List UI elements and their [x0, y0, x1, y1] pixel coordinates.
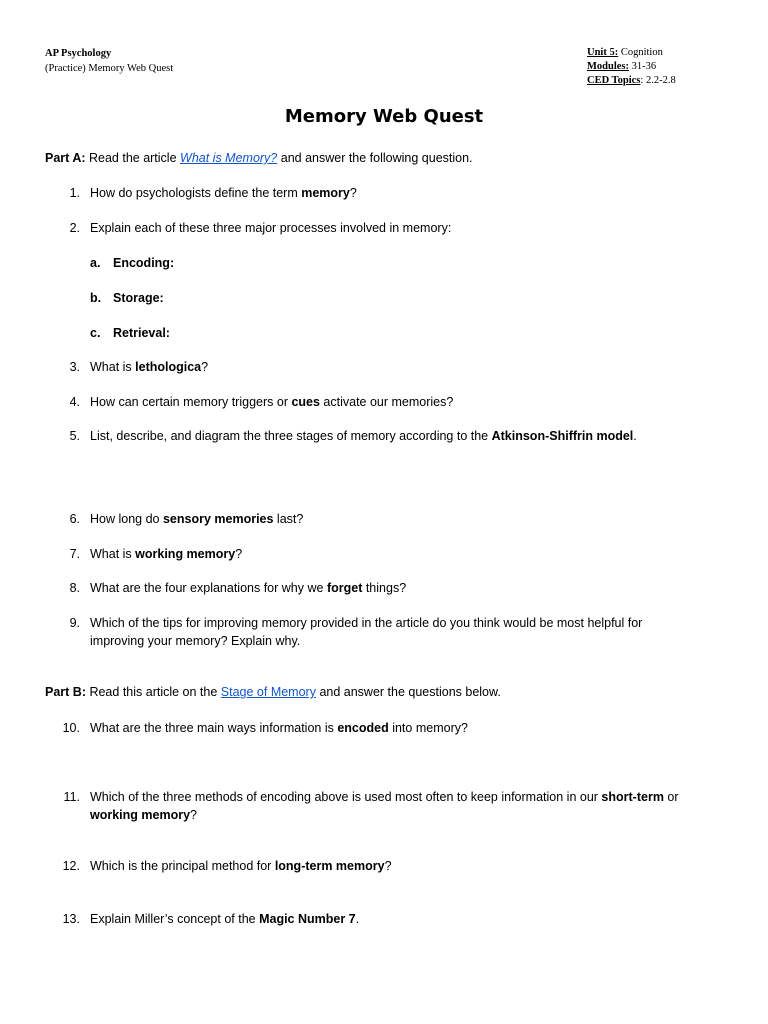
q9-text	[90, 614, 642, 650]
q4-c: activate our memories?	[319, 395, 454, 409]
what-is-memory-link[interactable]: What is Memory?	[180, 151, 278, 165]
q6-b: sensory memories	[162, 512, 274, 526]
part-a-text2: and answer the following question.	[277, 151, 473, 165]
q4-b: cues	[291, 395, 320, 409]
q2c-letter: c.	[90, 326, 101, 340]
q4-a: How can certain memory triggers or	[90, 395, 292, 409]
q9-line1: Which of the tips for improving memory provided in the article do you think would be most helpful for	[90, 616, 643, 630]
q13-a: Explain Miller’s concept of the	[90, 912, 260, 926]
ced-label: CED Topics	[587, 75, 641, 86]
q6-number: 6.	[69, 512, 80, 526]
q11-text	[90, 788, 679, 824]
q11-number: 11.	[63, 790, 80, 804]
q7-number: 7.	[69, 547, 80, 561]
q10-b: encoded	[337, 721, 389, 735]
q10-a: What are the three main ways information is	[90, 721, 338, 735]
q12-a: Which is the principal method for	[90, 859, 275, 873]
q2a-letter: a.	[90, 256, 101, 270]
q5-c: .	[633, 429, 637, 443]
q1-b: memory	[301, 186, 350, 200]
part-b-label: Part B:	[45, 685, 86, 699]
q2c-text: Retrieval:	[113, 326, 170, 340]
q1-text	[90, 184, 357, 202]
q11-line1	[90, 788, 679, 806]
q2-number: 2.	[69, 221, 80, 235]
ced-value: : 2.2-2.8	[640, 75, 676, 86]
q6-c: last?	[273, 512, 304, 526]
q11-line2	[90, 806, 679, 824]
q6-a: How long do	[90, 512, 163, 526]
q2b-text: Storage:	[113, 291, 164, 305]
part-b-intro	[45, 683, 501, 701]
q11-a: Which of the three methods of encoding above is used most often to keep information in our	[90, 790, 602, 804]
q3-text	[90, 358, 208, 376]
header-right	[587, 46, 676, 88]
q13-number: 13.	[62, 912, 80, 926]
q5-a: List, describe, and diagram the three stages of memory according to the	[90, 429, 492, 443]
q2a-text: Encoding:	[113, 256, 175, 270]
modules-line	[587, 60, 676, 74]
q7-c: ?	[235, 547, 243, 561]
q3-b: lethologica	[135, 360, 202, 374]
q12-text	[90, 857, 392, 875]
q6-text	[90, 510, 303, 528]
q11-d: working memory	[90, 808, 191, 822]
q11-b: short-term	[601, 790, 664, 804]
q10-text	[90, 719, 468, 737]
part-b-text2: and answer the questions below.	[315, 685, 501, 699]
q10-number: 10.	[62, 721, 80, 735]
q3-number: 3.	[69, 360, 80, 374]
q11-e: ?	[190, 808, 197, 822]
q1-c: ?	[349, 186, 357, 200]
q7-b: working memory	[135, 547, 236, 561]
q4-number: 4.	[69, 395, 80, 409]
q10-c: into memory?	[388, 721, 468, 735]
unit-line	[587, 46, 676, 60]
q8-a: What are the four explanations for why we	[90, 581, 327, 595]
unit-label: Unit 5:	[587, 47, 619, 58]
q8-text	[90, 579, 406, 597]
stage-of-memory-link[interactable]: Stage of Memory	[220, 685, 316, 699]
q7-a: What is	[90, 547, 136, 561]
q9-line2: improving your memory? Explain why.	[90, 634, 301, 648]
worksheet-subtitle: (Practice) Memory Web Quest	[45, 63, 174, 74]
q12-b: long-term memory	[274, 859, 385, 873]
q13-c: .	[355, 912, 360, 926]
part-a-label: Part A:	[45, 151, 86, 165]
q5-number: 5.	[69, 429, 80, 443]
q2b-letter: b.	[90, 291, 102, 305]
q8-b: forget	[326, 581, 363, 595]
q7-text	[90, 545, 242, 563]
q3-a: What is	[90, 360, 136, 374]
unit-value: Cognition	[618, 47, 663, 58]
modules-label: Modules:	[587, 61, 629, 72]
q11-c: or	[663, 790, 679, 804]
part-b-text1: Read this article on the	[85, 685, 221, 699]
q4-text	[90, 393, 453, 411]
q12-number: 12.	[62, 859, 80, 873]
part-a-text1: Read the article	[85, 151, 181, 165]
q12-c: ?	[384, 859, 392, 873]
q5-text	[90, 427, 637, 445]
ced-line	[587, 74, 676, 88]
q1-number: 1.	[69, 186, 80, 200]
q13-text	[90, 910, 359, 928]
q5-b: Atkinson-Shiffrin model	[491, 429, 634, 443]
q2-text: Explain each of these three major processes involved in memory:	[90, 221, 452, 235]
header-left	[45, 46, 173, 76]
q8-number: 8.	[69, 581, 80, 595]
page-title: Memory Web Quest	[284, 106, 484, 127]
course-name: AP Psychology	[45, 48, 112, 59]
q1-a: How do psychologists define the term	[90, 186, 302, 200]
part-a-intro	[45, 149, 473, 167]
q3-c: ?	[201, 360, 209, 374]
q13-b: Magic Number 7	[259, 912, 356, 926]
q9-number: 9.	[69, 616, 80, 630]
modules-value: 31-36	[629, 61, 657, 72]
q8-c: things?	[362, 581, 407, 595]
